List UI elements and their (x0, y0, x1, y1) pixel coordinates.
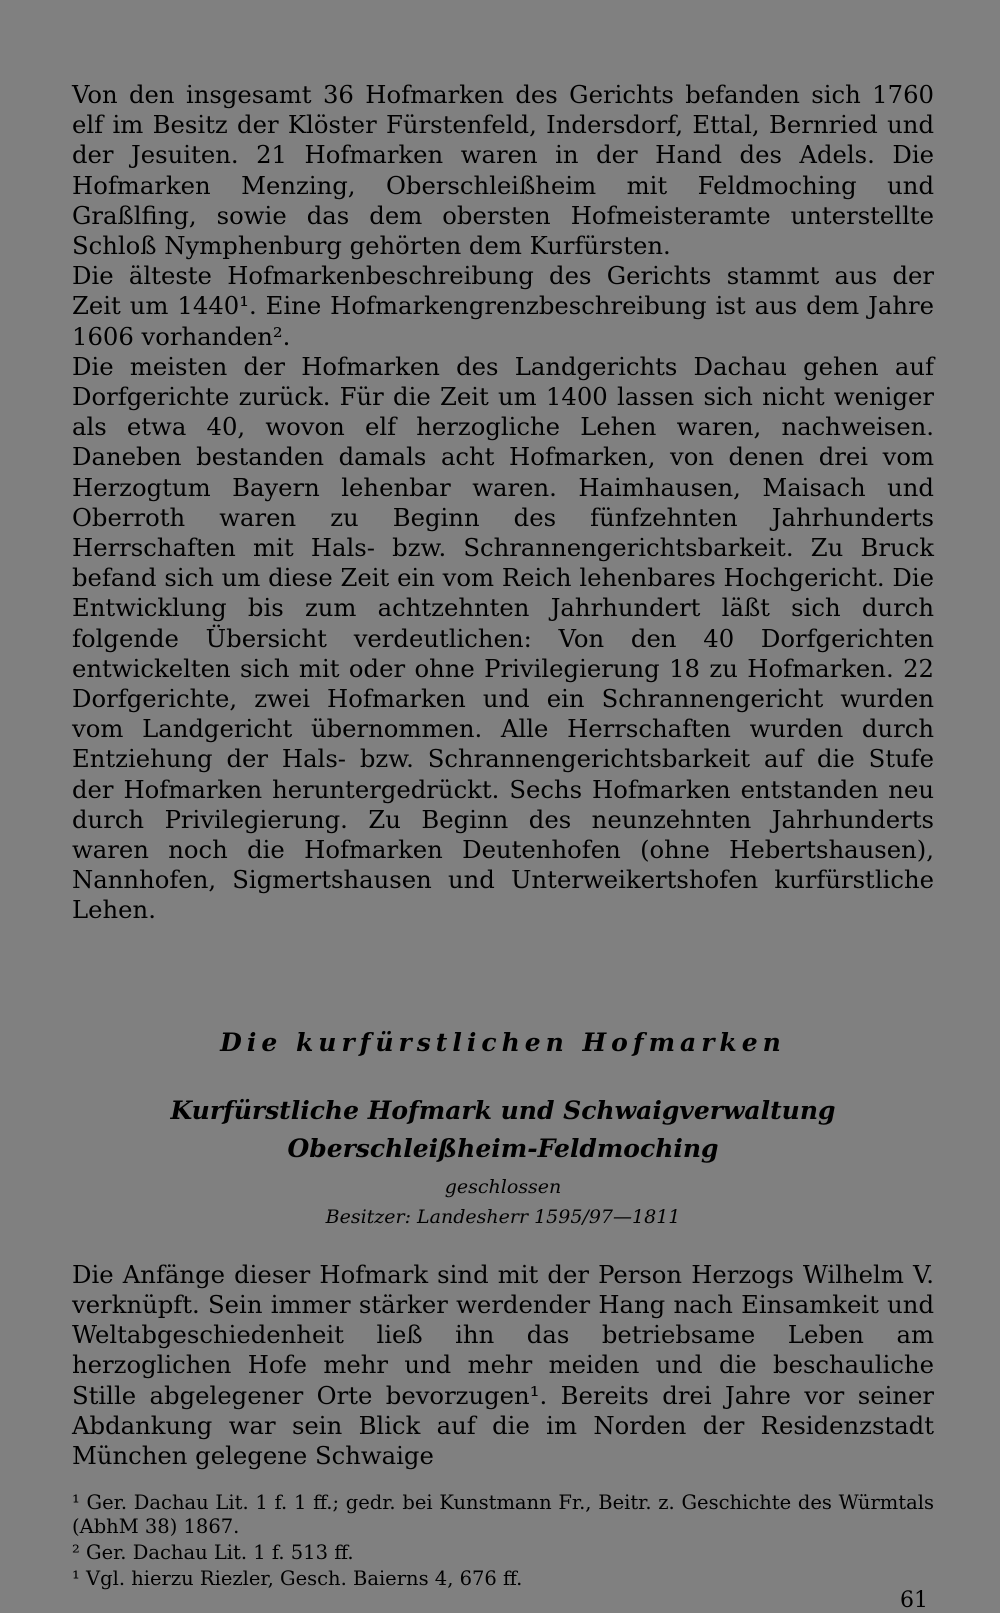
sub-heading: Kurfürstliche Hofmark und Schwaigverwaltung Oberschleißheim-Feldmoching (170, 1095, 836, 1163)
owner-line: Besitzer: Landesherr 1595/97—1811 (325, 1205, 681, 1228)
footnotes (72, 1491, 934, 1591)
section-spacer (72, 926, 934, 1026)
footnote-2: ² Ger. Dachau Lit. 1 f. 513 ff. (72, 1541, 354, 1565)
page-number: 61 (900, 1588, 928, 1613)
footnote-1: ¹ Ger. Dachau Lit. 1 f. 1 ff.; gedr. bei Kunstmann Fr., Beitr. z. Geschichte des Würmtals (AbhM 38) 1867. (72, 1491, 934, 1539)
paragraph-anfaenge: Die Anfänge dieser Hofmark sind mit der Person Herzogs Wilhelm V. verknüpft. Sein immer stärker werdender Hang nach Einsamkeit und Weltabgeschiedenheit ließ ihn das betriebsame Leben am herzoglichen Hofe mehr und mehr meiden und die beschauliche Stille abgelegener Orte bevorzugen¹. Bereits drei Jahre vor seiner Abdankung war sein Blick auf die im Norden der Residenzstadt München gelegene Schwaige (72, 1259, 934, 1470)
page-content (72, 80, 934, 1593)
paragraph-hofmarkenbeschreibung: Die älteste Hofmarkenbeschreibung des Gerichts stammt aus der Zeit um 1440¹. Eine Hofmarkengrenzbeschreibung ist aus dem Jahre 1606 vorhanden². (72, 261, 934, 351)
footnote-3: ¹ Vgl. hierzu Riezler, Gesch. Baierns 4, 676 ff. (72, 1567, 523, 1591)
paragraph-hofmarken-besitz: Von den insgesamt 36 Hofmarken des Gerichts befanden sich 1760 elf im Besitz der Klöster Fürstenfeld, Indersdorf, Ettal, Bernried und der Jesuiten. 21 Hofmarken waren in der Hand des Adels. Die Hofmarken Menzing, Oberschleißheim mit Feldmoching und Graßlfing, sowie das dem obersten Hofmeisteramte unterstellte Schloß Nymphenburg gehörten dem Kurfürsten. (72, 80, 934, 261)
section-heading: Die kurfürstlichen Hofmarken (220, 1027, 786, 1057)
paragraph-dorfgerichte: Die meisten der Hofmarken des Landgerichts Dachau gehen auf Dorfgerichte zurück. Für die Zeit um 1400 lassen sich nicht weniger als etwa 40, wovon elf herzogliche Lehen waren, nachweisen. Daneben bestanden damals acht Hofmarken, von denen drei vom Herzogtum Bayern lehenbar waren. Haimhausen, Maisach und Oberroth waren zu Beginn des fünfzehnten Jahrhunderts Herrschaften mit Hals- bzw. Schrannengerichtsbarkeit. Zu Bruck befand sich um diese Zeit ein vom Reich lehenbares Hochgericht. Die Entwicklung bis zum achtzehnten Jahrhundert läßt sich durch folgende Übersicht verdeutlichen: Von den 40 Dorfgerichten entwickelten sich mit oder ohne Privilegierung 18 zu Hofmarken. 22 Dorfgerichte, zwei Hofmarken und ein Schrannengericht wurden vom Landgericht übernommen. Alle Herrschaften wurden durch Entziehung der Hals- bzw. Schrannengerichtsbarkeit auf die Stufe der Hofmarken heruntergedrückt. Sechs Hofmarken entstanden neu durch Privilegierung. Zu Beginn des neunzehnten Jahrhunderts waren noch die Hofmarken Deutenhofen (ohne Hebertshausen), Nannhofen, Sigmertshausen und Unterweikertshofen kurfürstliche Lehen. (72, 351, 934, 925)
status-note: geschlossen (444, 1175, 562, 1198)
